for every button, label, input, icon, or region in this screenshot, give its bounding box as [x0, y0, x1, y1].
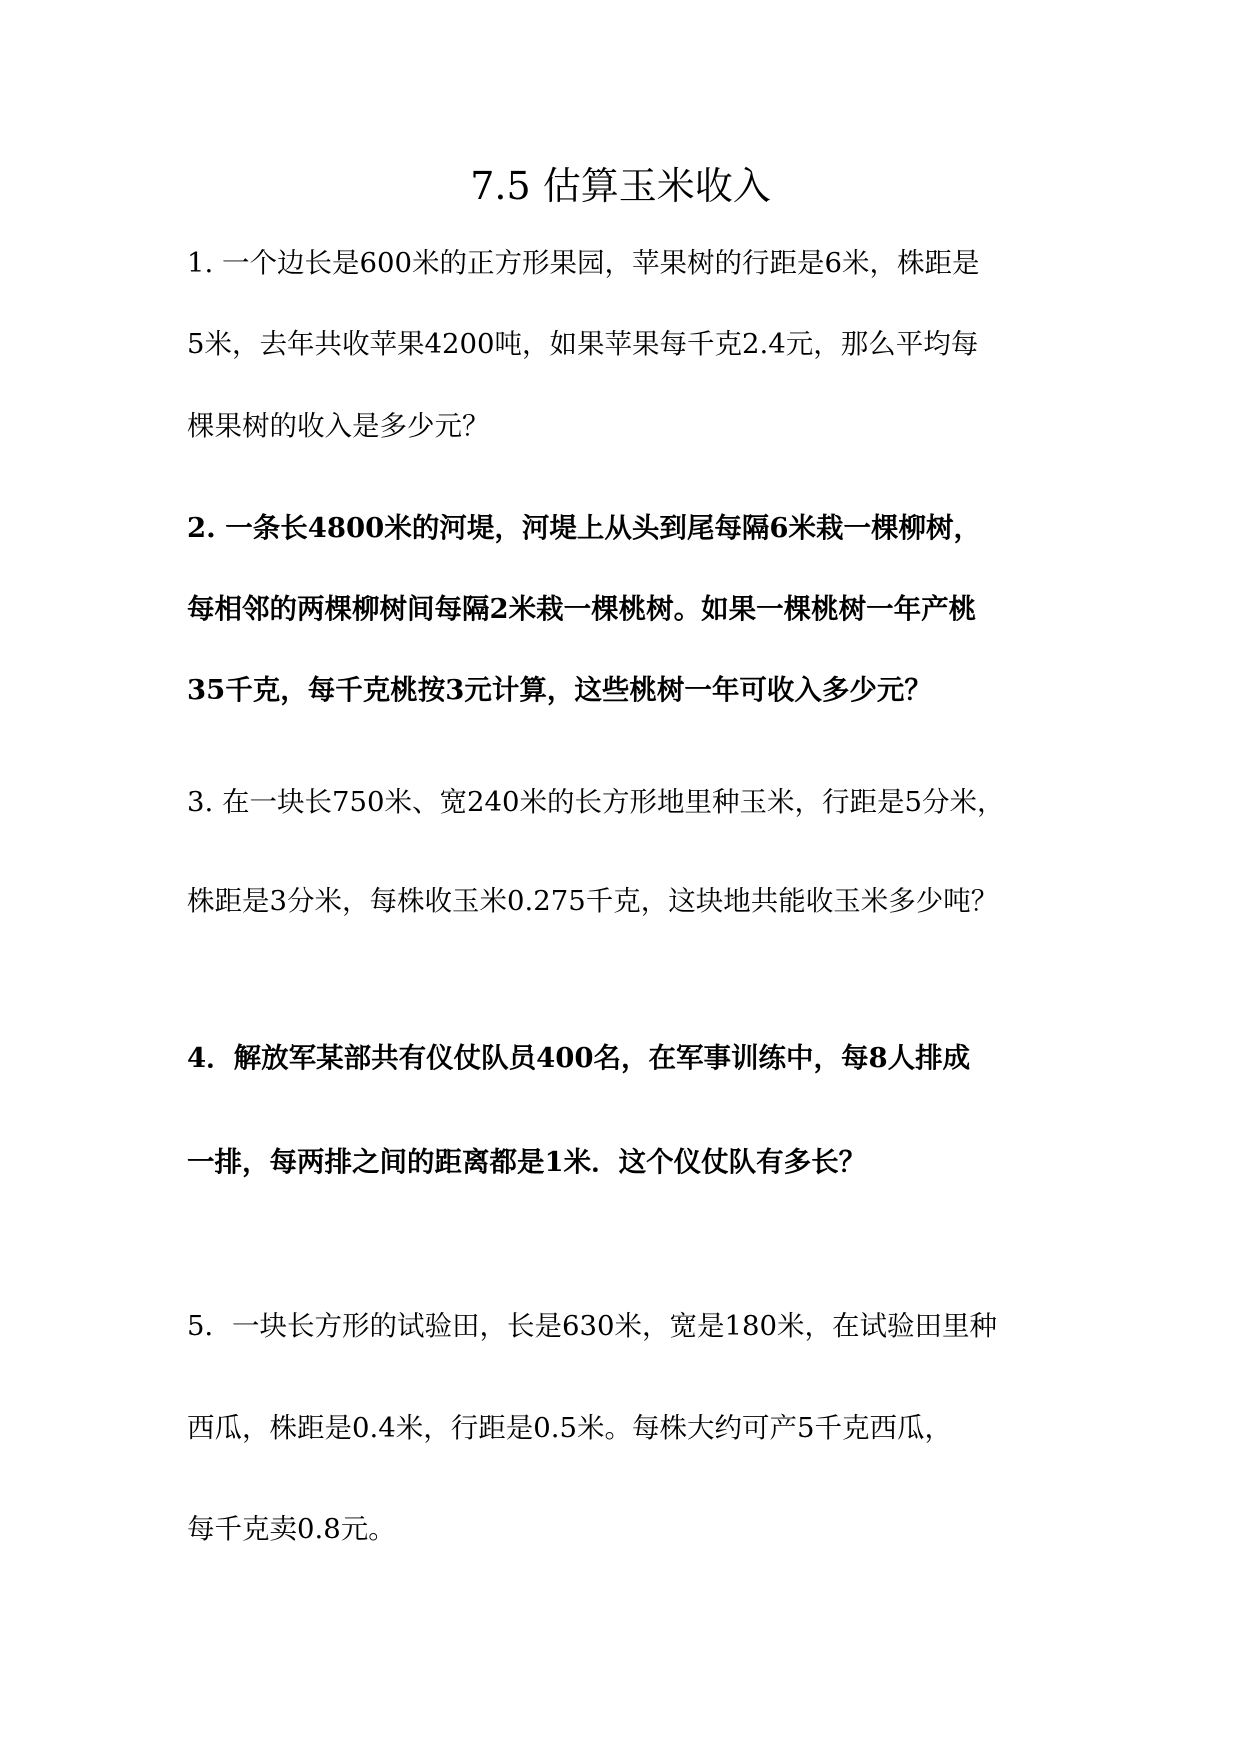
- problem-2-line-3: 35千克，每千克桃按3元计算，这些桃树一年可收入多少元？: [187, 674, 932, 706]
- problem-2-line-1: 2. 一条长4800米的河堤，河堤上从头到尾每隔6米栽一棵柳树，: [187, 512, 981, 544]
- page-title: 7.5 估算玉米收入: [470, 164, 771, 208]
- problem-5-line-2: 西瓜，株距是0.4米，行距是0.5米。每株大约可产5千克西瓜，: [187, 1412, 952, 1444]
- problem-5-line-3: 每千克卖0.8元。: [187, 1513, 396, 1545]
- problem-1-line-3: 棵果树的收入是多少元？: [187, 410, 490, 442]
- problem-4-line-2: 一排，每两排之间的距离都是1米．这个仪仗队有多长？: [187, 1146, 867, 1178]
- problem-1-line-2: 5米，去年共收苹果4200吨，如果苹果每千克2.4元，那么平均每: [187, 328, 979, 360]
- problem-3-line-1: 3. 在一块长750米、宽240米的长方形地里种玉米，行距是5分米，: [187, 786, 1005, 818]
- problem-1-line-1: 1. 一个边长是600米的正方形果园，苹果树的行距是6米，株距是: [187, 247, 980, 279]
- problem-2-line-2: 每相邻的两棵柳树间每隔2米栽一棵桃树。如果一棵桃树一年产桃: [187, 593, 977, 625]
- problem-4-line-1: 4．解放军某部共有仪仗队员400名，在军事训练中，每8人排成: [187, 1042, 971, 1074]
- problem-3-line-2: 株距是3分米，每株收玉米0.275千克，这块地共能收玉米多少吨？: [187, 885, 999, 917]
- problem-5-line-1: 5．一块长方形的试验田，长是630米，宽是180米，在试验田里种: [187, 1310, 997, 1342]
